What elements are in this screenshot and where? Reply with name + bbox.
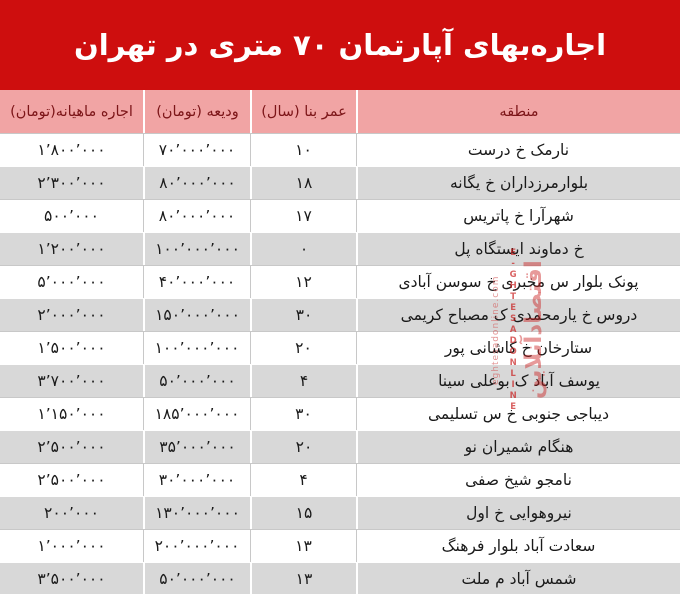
cell-deposit: ۲۰۰٬۰۰۰٬۰۰۰ [143,529,250,562]
cell-deposit: ۱۳۰٬۰۰۰٬۰۰۰ [143,496,250,529]
table-row [0,166,680,199]
header-cell-rent: اجاره ماهیانه(تومان) [0,90,143,133]
cell-deposit: ۸۰٬۰۰۰٬۰۰۰ [143,166,250,199]
table-row [0,298,680,331]
cell-region: سعادت آباد بلوار فرهنگ [356,529,680,562]
table-body [0,133,680,595]
cell-region: دروس خ یارمحمدی ک مصباح کریمی [356,298,680,331]
cell-deposit: ۱۸۵٬۰۰۰٬۰۰۰ [143,397,250,430]
cell-rent: ۲٬۳۰۰٬۰۰۰ [0,166,143,199]
table-row [0,430,680,463]
table-row [0,562,680,595]
watermark-site: eghtesadonline.com [491,275,502,385]
table-row [0,496,680,529]
cell-rent: ۱٬۱۵۰٬۰۰۰ [0,397,143,430]
rent-table [0,90,680,595]
table-row [0,133,680,166]
table-row [0,265,680,298]
cell-region: ستارخان خ کاشانی پور [356,331,680,364]
cell-age: ۱۰ [250,133,356,166]
cell-rent: ۲۰۰٬۰۰۰ [0,496,143,529]
cell-deposit: ۵۰٬۰۰۰٬۰۰۰ [143,364,250,397]
cell-rent: ۲٬۵۰۰٬۰۰۰ [0,430,143,463]
cell-age: ۲۰ [250,331,356,364]
cell-deposit: ۳۰٬۰۰۰٬۰۰۰ [143,463,250,496]
cell-deposit: ۵۰٬۰۰۰٬۰۰۰ [143,562,250,595]
table-row [0,364,680,397]
cell-region: هنگام شمیران نو [356,430,680,463]
cell-age: ۳۰ [250,298,356,331]
cell-age: ۴ [250,463,356,496]
cell-deposit: ۷۰٬۰۰۰٬۰۰۰ [143,133,250,166]
cell-deposit: ۱۰۰٬۰۰۰٬۰۰۰ [143,331,250,364]
cell-region: شهرآرا خ پاتریس [356,199,680,232]
cell-deposit: ۸۰٬۰۰۰٬۰۰۰ [143,199,250,232]
cell-rent: ۲٬۵۰۰٬۰۰۰ [0,463,143,496]
cell-age: ۱۷ [250,199,356,232]
watermark-logo-fa: اقتصادآنلاین [521,260,547,400]
cell-age: ۳۰ [250,397,356,430]
cell-rent: ۲٬۰۰۰٬۰۰۰ [0,298,143,331]
table-header-row [0,90,680,133]
cell-age: ۱۳ [250,529,356,562]
cell-deposit: ۳۵٬۰۰۰٬۰۰۰ [143,430,250,463]
cell-region: خ دماوند ایستگاه پل [356,232,680,265]
cell-rent: ۳٬۷۰۰٬۰۰۰ [0,364,143,397]
cell-region: نامجو شیخ صفی [356,463,680,496]
table-row [0,199,680,232]
cell-age: ۲۰ [250,430,356,463]
cell-region: بلوارمرزداران خ یگانه [356,166,680,199]
cell-rent: ۱٬۲۰۰٬۰۰۰ [0,232,143,265]
cell-deposit: ۱۰۰٬۰۰۰٬۰۰۰ [143,232,250,265]
cell-deposit: ۱۵۰٬۰۰۰٬۰۰۰ [143,298,250,331]
cell-rent: ۱٬۵۰۰٬۰۰۰ [0,331,143,364]
cell-age: ۱۸ [250,166,356,199]
cell-age: ۰ [250,232,356,265]
header-cell-deposit: ودیعه (تومان) [143,90,250,133]
cell-region: پونک بلوار س مخبری خ سوسن آبادی [356,265,680,298]
cell-region: شمس آباد م ملت [356,562,680,595]
header-cell-region: منطقه [356,90,680,133]
cell-deposit: ۴۰٬۰۰۰٬۰۰۰ [143,265,250,298]
table-row [0,331,680,364]
page-title: اجاره‌بهای آپارتمان ۷۰ متری در تهران [73,28,607,62]
cell-region: یوسف آباد ک بوعلی سینا [356,364,680,397]
cell-rent: ۳٬۵۰۰٬۰۰۰ [0,562,143,595]
cell-rent: ۵٬۰۰۰٬۰۰۰ [0,265,143,298]
table-row [0,463,680,496]
cell-age: ۴ [250,364,356,397]
cell-region: دیباجی جنوبی خ س تسلیمی [356,397,680,430]
cell-rent: ۵۰۰٬۰۰۰ [0,199,143,232]
cell-region: نارمک خ درست [356,133,680,166]
title-band [0,0,680,90]
cell-age: ۱۲ [250,265,356,298]
header-cell-age: عمر بنا (سال) [250,90,356,133]
cell-age: ۱۵ [250,496,356,529]
cell-age: ۱۳ [250,562,356,595]
cell-rent: ۱٬۸۰۰٬۰۰۰ [0,133,143,166]
cell-region: نیروهوایی خ اول [356,496,680,529]
cell-rent: ۱٬۰۰۰٬۰۰۰ [0,529,143,562]
table-row [0,232,680,265]
table-row [0,529,680,562]
table-row [0,397,680,430]
watermark-brand-en: E-GHTESADONLINE [508,247,519,413]
